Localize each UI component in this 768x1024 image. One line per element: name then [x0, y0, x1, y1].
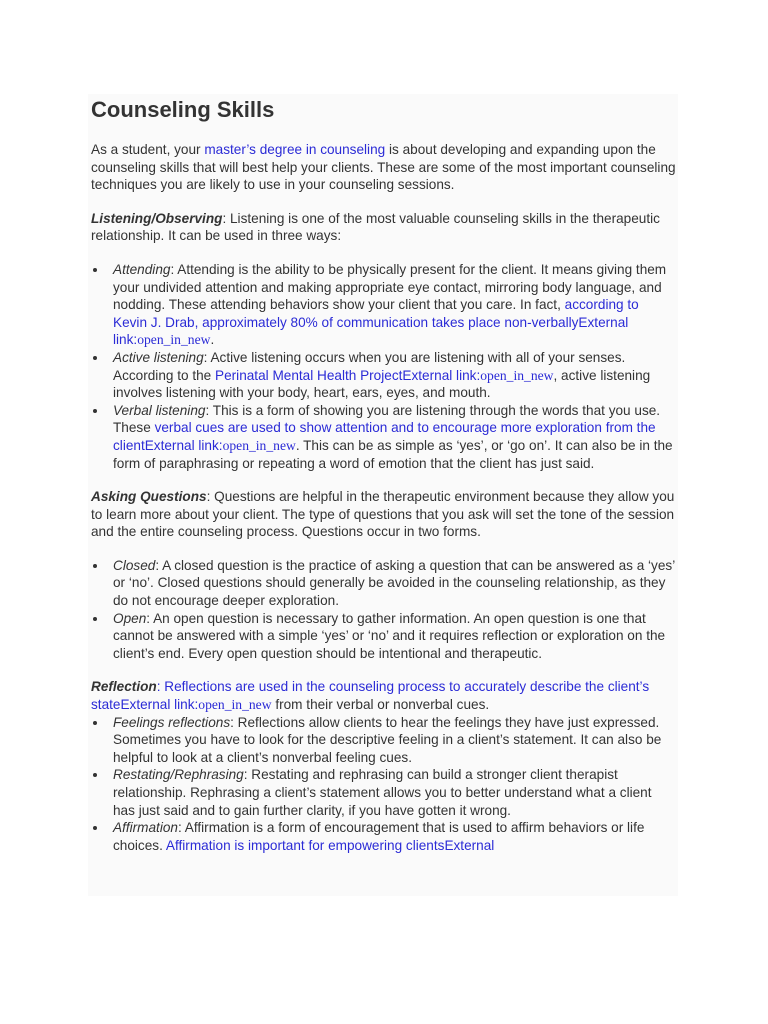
term-closed: Closed [113, 557, 156, 573]
kevin-drab-link[interactable]: according to Kevin J. Drab, approximately 80% of communication takes place non-verballyExternal link:open_in_new [113, 297, 639, 348]
open-in-new-icon: open_in_new [137, 332, 211, 348]
list-item-feelings-reflections: Feelings reflections: Reflections allow clients to hear the feelings they have just expressed. Sometimes you have to look for the descriptive feeling in a client’s statement. It can also be helpful to look at a client’s nonverbal feeling cues. [113, 714, 676, 767]
verbal-cues-link[interactable]: verbal cues are used to show attention and to encourage more exploration from the clientExternal link:open_in_new [113, 420, 656, 453]
list-item-closed: Closed: A closed question is the practice of asking a question that can be answered as a ‘yes’ or ‘no’. Closed questions should generally be avoided in the counseling relationship, as they do not encourage deeper exploration. [113, 557, 675, 609]
reflection-heading: Reflection [91, 679, 157, 695]
open-in-new-icon: open_in_new [198, 697, 272, 713]
term-feelings: Feelings reflections [113, 714, 231, 730]
listening-text: : Listening is one of the most valuable counseling skills in the therapeutic relationship. It can be used in three ways: [91, 210, 660, 244]
term-affirmation: Affirmation [113, 820, 178, 836]
list-item-affirmation: Affirmation: Affirmation is a form of encouragement that is used to affirm behaviors or life choices. Affirmation is important for empowering clientsExternal [113, 819, 676, 854]
attending-text: : Attending is the ability to be physically present for the client. It means giving them your undivided attention and making appropriate eye contact, mirroring body language, and nodding. These attending behaviors show your client that you care. In fact, [113, 261, 667, 313]
asking-paragraph [91, 488, 676, 541]
list-item-active-listening: Active listening: Active listening occurs when you are listening with all of your senses. According to the Perinatal Mental Health ProjectExternal link:open_in_new, active listening involves listening with your body, heart, ears, eyes, and mouth. [113, 349, 676, 402]
reflection-list [91, 714, 676, 855]
listening-paragraph [91, 210, 676, 245]
term-open: Open [113, 610, 147, 626]
intro-text: As a student, your [91, 142, 205, 157]
listening-list [91, 261, 676, 472]
reflection-paragraph: Reflection: Reflections are used in the counseling process to accurately describe the client’s stateExternal link:open_in_new from their verbal or nonverbal cues. [91, 679, 650, 713]
reflections-link[interactable]: : Reflections are used in the counseling process to accurately describe the client’s stateExternal link:open_in_new [91, 679, 650, 713]
intro-paragraph [91, 141, 676, 194]
open-in-new-icon: open_in_new [480, 367, 554, 383]
list-item-attending: Attending: Attending is the ability to be physically present for the client. It means giving them your undivided attention and making appropriate eye contact, mirroring body language, and nodding. These attending behaviors show your client that you care. In fact, according to Kevin J. Drab, approximately 80% of communication takes place non-verballyExternal link:open_in_new. [113, 261, 676, 349]
listening-heading: Listening/Observing [91, 210, 223, 226]
affirmation-link[interactable]: Affirmation is important for empowering clientsExternal [165, 837, 495, 853]
list-item-restating: Restating/Rephrasing: Restating and rephrasing can build a stronger client therapist relationship. Rephrasing a client’s statement allows you to better understand what a client has just said and to gain further clarity, if you have gotten it wrong. [113, 766, 676, 819]
page-title: Counseling Skills [91, 97, 275, 122]
perinatal-project-link[interactable]: Perinatal Mental Health ProjectExternal link:open_in_new [215, 367, 554, 383]
asking-heading: Asking Questions [91, 489, 207, 505]
intro-text-after: is about developing and expanding upon the counseling skills that will best help your clients. These are some of the most important counseling techniques you are likely to use in your counseling sessions. [91, 142, 676, 193]
asking-list [91, 557, 676, 663]
list-item-verbal-listening: Verbal listening: This is a form of showing you are listening through the words that you use. These verbal cues are used to show attention and to encourage more exploration from the clientExternal link:open_in_new. This can be as simple as ‘yes’, or ‘go on’. It can also be in the form of paraphrasing or repeating a word of emotion that the client has just said. [113, 402, 676, 472]
term-active-listening: Active listening [113, 349, 204, 365]
asking-text: : Questions are helpful in the therapeutic environment because they allow you to learn more about your client. The type of questions that you ask will set the tone of the session and the entire counseling process. Questions occur in two forms. [91, 489, 675, 540]
term-restating: Restating/Rephrasing [113, 767, 244, 783]
list-item-open: Open: An open question is necessary to gather information. An open question is one that cannot be answered with a simple ‘yes’ or ‘no’ and it requires reflection or exploration on the client’s end. Every open question should be intentional and therapeutic. [113, 610, 676, 663]
masters-degree-link[interactable]: master’s degree in counseling [204, 142, 386, 157]
term-attending: Attending [113, 261, 171, 277]
document-page [88, 94, 678, 896]
open-in-new-icon: open_in_new [222, 437, 296, 453]
term-verbal-listening: Verbal listening [113, 402, 206, 418]
